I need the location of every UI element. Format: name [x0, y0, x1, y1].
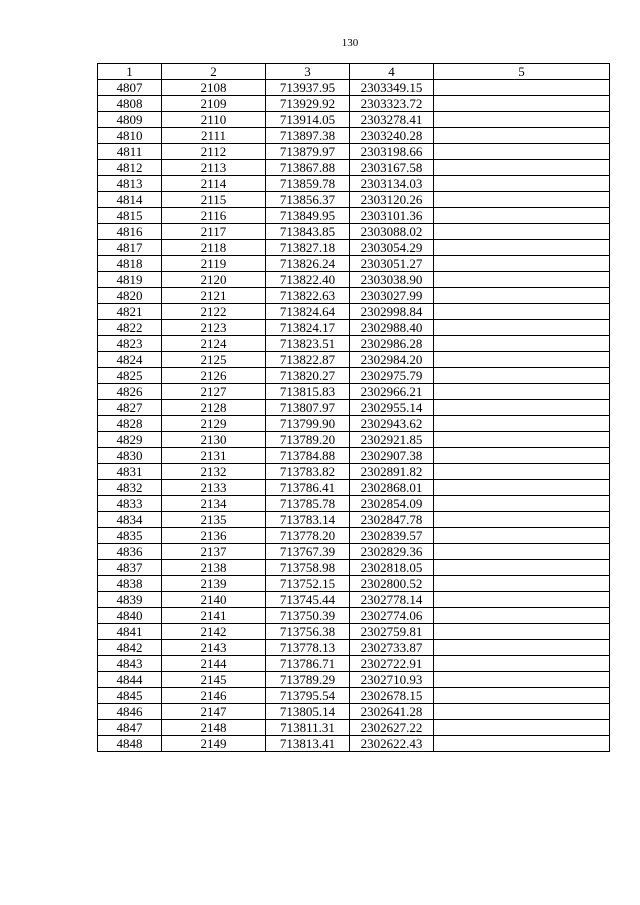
- table-cell: [434, 688, 610, 704]
- table-row: [98, 352, 610, 368]
- table-row: [98, 160, 610, 176]
- table-cell: 2302868.01: [350, 480, 434, 496]
- table-cell: 2302678.15: [350, 688, 434, 704]
- table-row: [98, 496, 610, 512]
- table-cell: 2135: [162, 512, 266, 528]
- table-cell: [434, 96, 610, 112]
- table-row: [98, 528, 610, 544]
- table-cell: 4844: [98, 672, 162, 688]
- column-header: 4: [350, 64, 434, 80]
- table-row: [98, 288, 610, 304]
- coordinates-table: [97, 63, 610, 752]
- table-cell: 4812: [98, 160, 162, 176]
- table-cell: 2123: [162, 320, 266, 336]
- table-cell: 2302774.06: [350, 608, 434, 624]
- table-cell: 4828: [98, 416, 162, 432]
- table-cell: 4845: [98, 688, 162, 704]
- table-cell: 2302800.52: [350, 576, 434, 592]
- table-cell: 2142: [162, 624, 266, 640]
- table-cell: 4842: [98, 640, 162, 656]
- table-cell: [434, 592, 610, 608]
- table-cell: 713784.88: [266, 448, 350, 464]
- table-cell: 713786.41: [266, 480, 350, 496]
- table-cell: 4837: [98, 560, 162, 576]
- table-cell: 713750.39: [266, 608, 350, 624]
- column-header: 2: [162, 64, 266, 80]
- table-row: [98, 400, 610, 416]
- page-number: 130: [341, 37, 359, 49]
- table-cell: 2146: [162, 688, 266, 704]
- table-body: [98, 80, 610, 752]
- table-cell: [434, 448, 610, 464]
- table-cell: 2118: [162, 240, 266, 256]
- table-cell: 713827.18: [266, 240, 350, 256]
- table-cell: 2139: [162, 576, 266, 592]
- table-cell: 2121: [162, 288, 266, 304]
- table-cell: 4823: [98, 336, 162, 352]
- table-cell: 713843.85: [266, 224, 350, 240]
- table-cell: 2302966.21: [350, 384, 434, 400]
- table-cell: [434, 544, 610, 560]
- table-cell: 4843: [98, 656, 162, 672]
- table-cell: 2148: [162, 720, 266, 736]
- table-row: [98, 224, 610, 240]
- table-cell: 713856.37: [266, 192, 350, 208]
- table-cell: 2303198.66: [350, 144, 434, 160]
- table-cell: 2149: [162, 736, 266, 752]
- table-cell: 713783.82: [266, 464, 350, 480]
- table-cell: 713824.64: [266, 304, 350, 320]
- table-row: [98, 480, 610, 496]
- table-cell: [434, 208, 610, 224]
- table-cell: 4817: [98, 240, 162, 256]
- table-cell: 2303054.29: [350, 240, 434, 256]
- table-row: [98, 112, 610, 128]
- table-cell: 2302998.84: [350, 304, 434, 320]
- table-cell: 4813: [98, 176, 162, 192]
- table-cell: 2144: [162, 656, 266, 672]
- table-cell: 713805.14: [266, 704, 350, 720]
- table-row: [98, 128, 610, 144]
- table-cell: 713824.17: [266, 320, 350, 336]
- table-cell: 2111: [162, 128, 266, 144]
- table-cell: 2302641.28: [350, 704, 434, 720]
- table-cell: 2303038.90: [350, 272, 434, 288]
- table-cell: 713789.29: [266, 672, 350, 688]
- table-cell: 2303134.03: [350, 176, 434, 192]
- table-cell: [434, 112, 610, 128]
- table-cell: 2143: [162, 640, 266, 656]
- table-cell: [434, 640, 610, 656]
- table-cell: 4834: [98, 512, 162, 528]
- table-cell: 713783.14: [266, 512, 350, 528]
- table-cell: 713778.13: [266, 640, 350, 656]
- table-row: [98, 592, 610, 608]
- table-cell: 2126: [162, 368, 266, 384]
- table-cell: 2113: [162, 160, 266, 176]
- table-cell: 4836: [98, 544, 162, 560]
- table-cell: 2303088.02: [350, 224, 434, 240]
- table-cell: 713745.44: [266, 592, 350, 608]
- table-cell: 713879.97: [266, 144, 350, 160]
- table-cell: 2302955.14: [350, 400, 434, 416]
- table-cell: 2130: [162, 432, 266, 448]
- table-cell: 713758.98: [266, 560, 350, 576]
- table-cell: 2302847.78: [350, 512, 434, 528]
- table-cell: 713822.87: [266, 352, 350, 368]
- table-cell: 2302854.09: [350, 496, 434, 512]
- table-cell: 713820.27: [266, 368, 350, 384]
- table-cell: 2302986.28: [350, 336, 434, 352]
- table-row: [98, 368, 610, 384]
- table-cell: [434, 496, 610, 512]
- table-cell: 2302907.38: [350, 448, 434, 464]
- table-cell: 2141: [162, 608, 266, 624]
- table-row: [98, 240, 610, 256]
- table-cell: 2140: [162, 592, 266, 608]
- table-cell: 4809: [98, 112, 162, 128]
- table-cell: [434, 352, 610, 368]
- table-cell: 713752.15: [266, 576, 350, 592]
- table-cell: 713823.51: [266, 336, 350, 352]
- table-cell: [434, 432, 610, 448]
- table-cell: 4841: [98, 624, 162, 640]
- table-cell: 4846: [98, 704, 162, 720]
- table-cell: 4819: [98, 272, 162, 288]
- table-cell: [434, 656, 610, 672]
- table-cell: [434, 160, 610, 176]
- table-cell: 4822: [98, 320, 162, 336]
- table-cell: 2110: [162, 112, 266, 128]
- table-row: [98, 672, 610, 688]
- table-cell: 713867.88: [266, 160, 350, 176]
- table-cell: 2302943.62: [350, 416, 434, 432]
- table-row: [98, 704, 610, 720]
- table-row: [98, 432, 610, 448]
- table-cell: 4824: [98, 352, 162, 368]
- table-cell: [434, 416, 610, 432]
- table-cell: 4815: [98, 208, 162, 224]
- table-cell: 2302984.20: [350, 352, 434, 368]
- table-row: [98, 576, 610, 592]
- table-cell: 4816: [98, 224, 162, 240]
- table-cell: 713778.20: [266, 528, 350, 544]
- table-cell: 713789.20: [266, 432, 350, 448]
- table-cell: 2127: [162, 384, 266, 400]
- table-cell: 713849.95: [266, 208, 350, 224]
- table-cell: 2302988.40: [350, 320, 434, 336]
- table-header-row: [98, 64, 610, 80]
- table-cell: 713813.41: [266, 736, 350, 752]
- table-cell: 713799.90: [266, 416, 350, 432]
- table-cell: 2303323.72: [350, 96, 434, 112]
- table-cell: 713914.05: [266, 112, 350, 128]
- table-cell: 4818: [98, 256, 162, 272]
- table-cell: 4821: [98, 304, 162, 320]
- table-row: [98, 720, 610, 736]
- table-cell: [434, 176, 610, 192]
- table-cell: 2119: [162, 256, 266, 272]
- table-cell: 2302710.93: [350, 672, 434, 688]
- table-cell: 2108: [162, 80, 266, 96]
- table-cell: 713815.83: [266, 384, 350, 400]
- table-cell: [434, 624, 610, 640]
- table-cell: 2136: [162, 528, 266, 544]
- table-cell: 2147: [162, 704, 266, 720]
- table-cell: 2137: [162, 544, 266, 560]
- table-cell: 2302975.79: [350, 368, 434, 384]
- table-cell: 2114: [162, 176, 266, 192]
- table-cell: 2303278.41: [350, 112, 434, 128]
- table-row: [98, 320, 610, 336]
- table-cell: 2302622.43: [350, 736, 434, 752]
- table-row: [98, 272, 610, 288]
- table-cell: 4814: [98, 192, 162, 208]
- table-cell: 2138: [162, 560, 266, 576]
- table-cell: 713785.78: [266, 496, 350, 512]
- table-cell: [434, 336, 610, 352]
- table-cell: 2122: [162, 304, 266, 320]
- table-cell: [434, 400, 610, 416]
- table-cell: [434, 368, 610, 384]
- table-cell: 2302839.57: [350, 528, 434, 544]
- table-cell: 4826: [98, 384, 162, 400]
- table-cell: 2131: [162, 448, 266, 464]
- table-cell: 2133: [162, 480, 266, 496]
- table-cell: 713859.78: [266, 176, 350, 192]
- table-cell: 2302891.82: [350, 464, 434, 480]
- table-cell: 4847: [98, 720, 162, 736]
- table-cell: [434, 704, 610, 720]
- table-cell: 2124: [162, 336, 266, 352]
- table-cell: 713756.38: [266, 624, 350, 640]
- table-cell: [434, 224, 610, 240]
- table-cell: 713826.24: [266, 256, 350, 272]
- table-cell: [434, 464, 610, 480]
- table-cell: [434, 736, 610, 752]
- table-cell: 2303349.15: [350, 80, 434, 96]
- table-cell: 4811: [98, 144, 162, 160]
- table-cell: 713897.38: [266, 128, 350, 144]
- table-cell: 713937.95: [266, 80, 350, 96]
- table-cell: [434, 528, 610, 544]
- table-cell: [434, 320, 610, 336]
- table-cell: 2302829.36: [350, 544, 434, 560]
- table-cell: 713786.71: [266, 656, 350, 672]
- table-cell: 4839: [98, 592, 162, 608]
- table-cell: 4807: [98, 80, 162, 96]
- table-row: [98, 640, 610, 656]
- table-row: [98, 384, 610, 400]
- table-row: [98, 464, 610, 480]
- table-row: [98, 624, 610, 640]
- table-cell: 2303101.36: [350, 208, 434, 224]
- table-cell: 4832: [98, 480, 162, 496]
- table-row: [98, 96, 610, 112]
- table-cell: [434, 80, 610, 96]
- table-cell: 2302627.22: [350, 720, 434, 736]
- table-cell: 713822.40: [266, 272, 350, 288]
- table-cell: [434, 560, 610, 576]
- table-cell: 2302778.14: [350, 592, 434, 608]
- table-row: [98, 544, 610, 560]
- table-row: [98, 336, 610, 352]
- table-row: [98, 176, 610, 192]
- table-cell: [434, 128, 610, 144]
- table-cell: 2128: [162, 400, 266, 416]
- table-row: [98, 608, 610, 624]
- table-cell: [434, 720, 610, 736]
- table-cell: 2303167.58: [350, 160, 434, 176]
- table-cell: 4827: [98, 400, 162, 416]
- table-row: [98, 688, 610, 704]
- table-cell: 713811.31: [266, 720, 350, 736]
- table-cell: 4808: [98, 96, 162, 112]
- table-cell: 2302818.05: [350, 560, 434, 576]
- table-row: [98, 144, 610, 160]
- table-cell: 713795.54: [266, 688, 350, 704]
- table-cell: [434, 608, 610, 624]
- table-cell: 2134: [162, 496, 266, 512]
- table-cell: 4833: [98, 496, 162, 512]
- table-cell: [434, 576, 610, 592]
- table-cell: [434, 256, 610, 272]
- table-cell: 2125: [162, 352, 266, 368]
- table-row: [98, 512, 610, 528]
- table-row: [98, 256, 610, 272]
- table-cell: [434, 672, 610, 688]
- table-cell: 2129: [162, 416, 266, 432]
- table-cell: 2132: [162, 464, 266, 480]
- table-cell: [434, 144, 610, 160]
- table-row: [98, 560, 610, 576]
- table-cell: 4810: [98, 128, 162, 144]
- table-cell: 4825: [98, 368, 162, 384]
- table-cell: [434, 512, 610, 528]
- table-cell: [434, 384, 610, 400]
- table-cell: 2120: [162, 272, 266, 288]
- table-row: [98, 736, 610, 752]
- table-cell: 4831: [98, 464, 162, 480]
- table-cell: 713929.92: [266, 96, 350, 112]
- column-header: 3: [266, 64, 350, 80]
- table-cell: 2112: [162, 144, 266, 160]
- table-cell: 2302733.87: [350, 640, 434, 656]
- table-cell: 2302759.81: [350, 624, 434, 640]
- table-cell: 4835: [98, 528, 162, 544]
- table-cell: 2117: [162, 224, 266, 240]
- table-cell: 2116: [162, 208, 266, 224]
- table-cell: [434, 304, 610, 320]
- table-cell: 2303240.28: [350, 128, 434, 144]
- table-cell: 4848: [98, 736, 162, 752]
- table-cell: 2115: [162, 192, 266, 208]
- table-cell: 713767.39: [266, 544, 350, 560]
- table-row: [98, 656, 610, 672]
- table-cell: 4829: [98, 432, 162, 448]
- table-cell: 4840: [98, 608, 162, 624]
- table-cell: 4820: [98, 288, 162, 304]
- table-row: [98, 304, 610, 320]
- table-cell: 4838: [98, 576, 162, 592]
- table-cell: 4830: [98, 448, 162, 464]
- table-row: [98, 208, 610, 224]
- table-row: [98, 416, 610, 432]
- table-row: [98, 192, 610, 208]
- table-cell: 2303051.27: [350, 256, 434, 272]
- table-cell: 713807.97: [266, 400, 350, 416]
- table-cell: [434, 192, 610, 208]
- table-cell: 2302921.85: [350, 432, 434, 448]
- table-cell: [434, 272, 610, 288]
- table-row: [98, 448, 610, 464]
- table-cell: 2303120.26: [350, 192, 434, 208]
- column-header: 5: [434, 64, 610, 80]
- table-cell: 713822.63: [266, 288, 350, 304]
- column-header: 1: [98, 64, 162, 80]
- table-cell: [434, 480, 610, 496]
- table-cell: [434, 288, 610, 304]
- table-cell: 2109: [162, 96, 266, 112]
- table-row: [98, 80, 610, 96]
- table-cell: 2303027.99: [350, 288, 434, 304]
- table-cell: 2145: [162, 672, 266, 688]
- table-cell: 2302722.91: [350, 656, 434, 672]
- table-cell: [434, 240, 610, 256]
